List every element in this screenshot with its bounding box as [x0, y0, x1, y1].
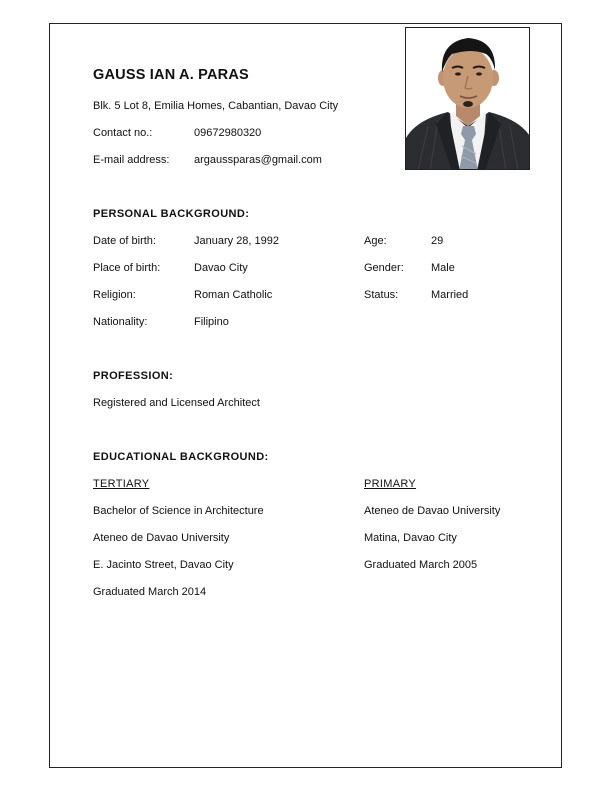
- dob-value: January 28, 1992: [194, 235, 280, 247]
- primary-line: Ateneo de Davao University: [364, 505, 501, 517]
- tertiary-label: TERTIARY: [93, 478, 150, 490]
- status-label: Status:: [364, 289, 399, 301]
- nationality-label: Nationality:: [93, 316, 148, 328]
- age-value: 29: [431, 235, 444, 247]
- religion-value: Roman Catholic: [194, 289, 273, 301]
- primary-line: Matina, Davao City: [364, 532, 457, 544]
- pob-label: Place of birth:: [93, 262, 161, 274]
- status-value: Married: [431, 289, 469, 301]
- profession-value: Registered and Licensed Architect: [93, 397, 260, 409]
- profile-photo: [405, 27, 530, 170]
- applicant-name: GAUSS IAN A. PARAS: [93, 67, 249, 83]
- address: Blk. 5 Lot 8, Emilia Homes, Cabantian, Davao City: [93, 100, 339, 112]
- tertiary-line: Ateneo de Davao University: [93, 532, 230, 544]
- profession-heading: PROFESSION:: [93, 370, 174, 382]
- gender-value: Male: [431, 262, 455, 274]
- dob-label: Date of birth:: [93, 235, 156, 247]
- email-label: E-mail address:: [93, 154, 170, 166]
- contact-label: Contact no.:: [93, 127, 153, 139]
- age-label: Age:: [364, 235, 387, 247]
- gender-label: Gender:: [364, 262, 404, 274]
- personal-background-heading: PERSONAL BACKGROUND:: [93, 208, 250, 220]
- pob-value: Davao City: [194, 262, 248, 274]
- tertiary-line: E. Jacinto Street, Davao City: [93, 559, 234, 571]
- nationality-value: Filipino: [194, 316, 229, 328]
- email-value: argaussparas@gmail.com: [194, 154, 322, 166]
- education-heading: EDUCATIONAL BACKGROUND:: [93, 451, 269, 463]
- tertiary-line: Bachelor of Science in Architecture: [93, 505, 264, 517]
- primary-line: Graduated March 2005: [364, 559, 478, 571]
- contact-value: 09672980320: [194, 127, 262, 139]
- religion-label: Religion:: [93, 289, 136, 301]
- primary-label: PRIMARY: [364, 478, 417, 490]
- tertiary-line: Graduated March 2014: [93, 586, 207, 598]
